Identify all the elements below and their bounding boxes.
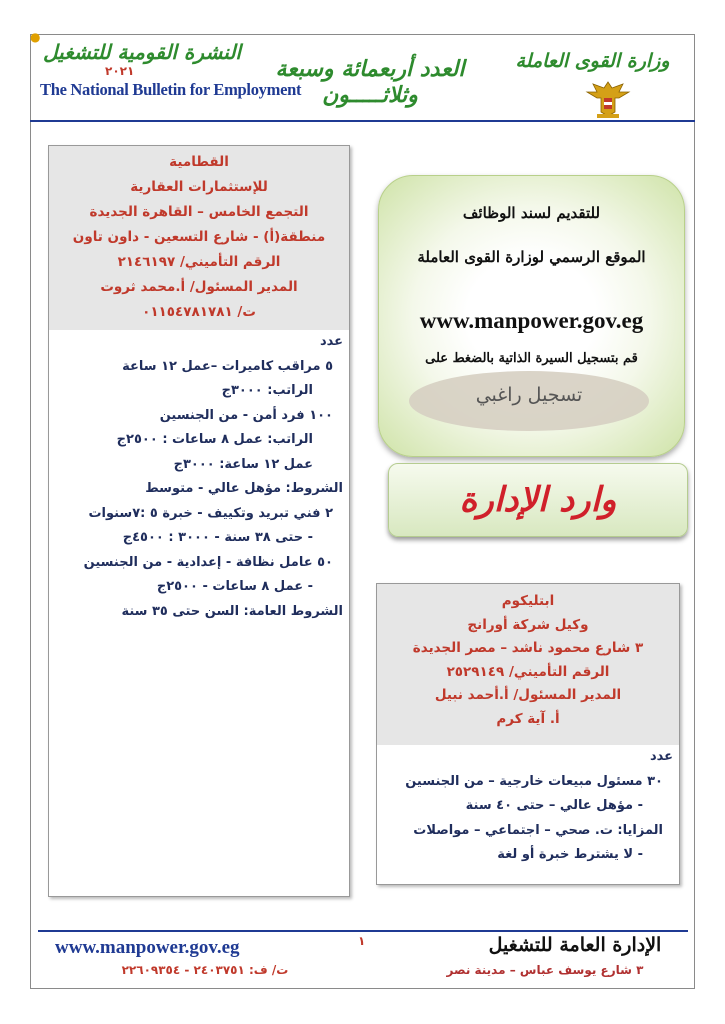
job-line: - لا يشترط خبرة أو لغة [497,847,643,862]
page-number: ١ [358,934,366,948]
promo-line: قم بتسجيل السيرة الذاتية بالضغط على [425,351,638,366]
company-name: ابتليكوم [501,593,555,609]
section-banner [388,463,688,537]
ministry-name: وزارة القوى العاملة [515,50,670,72]
company-card-header [49,146,349,330]
issue-number: العدد أربعمائة وسبعة وثلاثـــــون [275,56,465,108]
bulletin-title-ar: النشرة القومية للتشغيل [43,40,241,64]
job-line: ١٠٠ فرد أمن - من الجنسين [159,407,333,423]
company-manager: المدير المسئول/ أ.أحمد نبيل [434,687,622,703]
promo-line: الموقع الرسمي لوزارة القوى العاملة [417,248,646,266]
job-line: الراتب: ٣٠٠٠ج [221,383,313,398]
job-line: الشروط: مؤهل عالي - متوسط [145,481,343,496]
bullet-icon: ● [30,30,41,44]
count-label: عدد [649,749,673,764]
bulletin-year: ٢٠٢١ [105,64,135,78]
job-line: - عمل ٨ ساعات - ٢٥٠٠ج [156,579,313,594]
company-address-detail: منطقة(أ) - شارع التسعين - داون تاون [72,229,326,245]
company-line: وكيل شركة أورانج [467,616,589,633]
footer-address: ٣ شارع يوسف عباس – مدينة نصر [446,963,644,977]
job-line: عمل ١٢ ساعة: ٣٠٠٠ج [173,456,313,472]
website-link[interactable]: www.manpower.gov.eg [419,308,644,333]
footer-phone: ت/ ف: ٢٤٠٣٧٥١ - ٢٢٦٠٩٣٥٤ [121,963,289,977]
website-promo-box [378,175,685,457]
promo-line: للتقديم لسند الوظائف [462,204,601,222]
job-line: ٢ فني تبريد وتكييف - خبرة ٥ :٧سنوات [88,505,333,521]
company-manager: المدير المسئول/ أ.محمد ثروت [100,279,298,295]
company-phone: ت/ ٠١١٥٤٧٨١٧٨١ [142,304,256,320]
count-label: عدد [319,334,343,349]
job-line: الراتب: عمل ٨ ساعات : ٢٥٠٠ج [116,432,313,447]
company-insurance-number: الرقم التأميني/ ٢١٤٦١٩٧ [117,254,281,270]
footer-divider [38,930,688,932]
company-address: التجمع الخامس – القاهرة الجديدة [89,204,309,220]
eagle-emblem-icon [583,78,633,120]
company-card-header [377,584,679,745]
company-contact: أ. آية كرم [496,710,560,727]
job-list [377,745,679,868]
company-line: للإستثمارات العقارية [130,179,268,195]
job-line: - حتى ٣٨ سنة - ٣٠٠٠ : ٤٥٠٠ج [122,530,313,545]
company-card-apptelecom [376,583,680,885]
job-list [49,330,349,624]
job-line: ٣٠ مسئول مبيعات خارجية – من الجنسين [405,773,663,789]
company-insurance-number: الرقم التأميني/ ٢٥٢٩١٤٩ [446,663,610,680]
job-line: المزايا: ت. صحي – اجتماعي – مواصلات [413,822,663,838]
company-card-qattamia [48,145,350,897]
register-button-label: تسجيل راغبي [475,384,583,406]
header-divider [30,120,695,122]
job-line: ٥ مراقب كاميرات –عمل ١٢ ساعة [122,358,333,374]
banner-title: وارد الإدارة [459,480,617,520]
company-name: القطامية [169,154,229,170]
footer-department: الإدارة العامة للتشغيل [488,934,662,956]
company-address: ٣ شارع محمود ناشد – مصر الجديدة [412,640,644,656]
bulletin-title-en: The National Bulletin for Employment [40,80,302,99]
job-line: ٥٠ عامل نظافة - إعدادية - من الجنسين [83,554,333,570]
footer-website-link[interactable]: www.manpower.gov.eg [55,937,240,958]
job-line: - مؤهل عالي – حتى ٤٠ سنة [465,798,643,813]
job-line: الشروط العامة: السن حتى ٣٥ سنة [121,603,343,619]
